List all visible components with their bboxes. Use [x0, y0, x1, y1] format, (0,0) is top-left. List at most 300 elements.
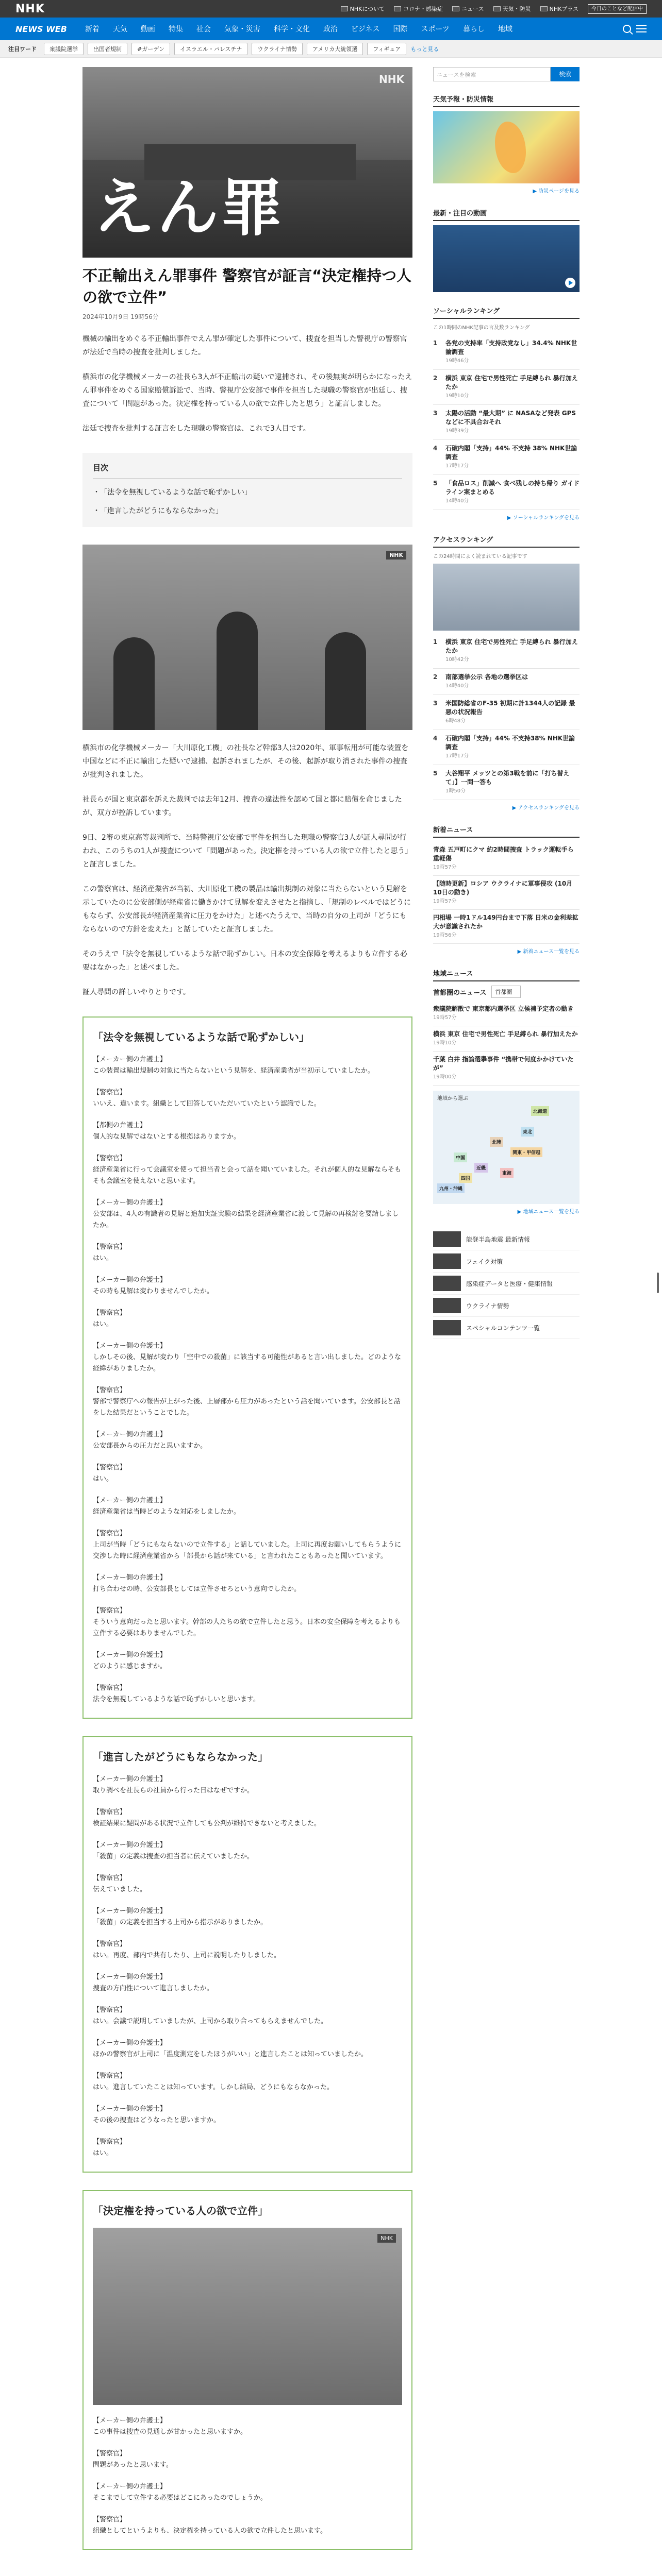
- speech-text: はい。: [93, 1255, 113, 1262]
- testimony-entry: [93, 2137, 402, 2159]
- nav-item-weather[interactable]: 天気: [112, 25, 127, 33]
- speaker-label: 【警察官】: [93, 1874, 127, 1882]
- rank-time: 19時46分: [445, 358, 469, 364]
- speaker-label: 【警察官】: [93, 1309, 127, 1317]
- speaker-label: 【警察官】: [93, 2450, 127, 2458]
- news-time: 19時57分: [433, 1015, 457, 1021]
- section-title: アクセスランキング: [433, 534, 580, 548]
- speaker-label: 【メーカー側の弁護士】: [93, 2417, 167, 2425]
- rank-headline: 太陽の活動 “最大期” に NASAなど発表 GPSなどに不具合おそれ: [445, 410, 576, 426]
- testimony-box-1: [82, 1016, 412, 1719]
- speaker-label: 【警察官】: [93, 1940, 127, 1948]
- speaker-label: 【警察官】: [93, 1607, 127, 1615]
- news-time: 19時56分: [433, 933, 457, 938]
- special-thumbnail: [433, 1298, 461, 1313]
- speech-text: 伝えていました。: [93, 1886, 147, 1893]
- ranking-item[interactable]: [433, 730, 580, 765]
- section-title: 新着ニュース: [433, 824, 580, 838]
- tag-item[interactable]: ウクライナ情勢: [252, 43, 303, 55]
- nav-item-region[interactable]: 地域: [498, 25, 512, 33]
- nhk-watermark: NHK: [386, 551, 406, 560]
- rank-time: 19時10分: [445, 393, 469, 399]
- speaker-label: 【メーカー側の弁護士】: [93, 1775, 167, 1783]
- top-link-corona[interactable]: コロナ・感染症: [394, 5, 443, 13]
- nhk-logo[interactable]: NHK: [15, 2, 45, 15]
- testimony-entry: [93, 1153, 402, 1187]
- search-button[interactable]: 検索: [551, 67, 580, 81]
- ranking-item[interactable]: [433, 440, 580, 475]
- news-web-brand[interactable]: NEWS WEB: [15, 24, 67, 34]
- news-title[interactable]: [433, 845, 580, 872]
- news-headline: 青森 五戸町にクマ 約2時間捜査 トラック運転手ら重軽傷: [433, 846, 574, 862]
- weather-section: [433, 94, 580, 194]
- rank-headline: 石破内閣「支持」44% 不支持38% NHK世論調査: [445, 735, 575, 751]
- speech-text: 個人的な見解ではないとする根拠はありますか。: [93, 1133, 241, 1141]
- region-kyushu[interactable]: 九州・沖縄: [437, 1183, 465, 1193]
- ranking-item[interactable]: [433, 405, 580, 440]
- testimony-entry: [93, 1087, 402, 1110]
- nav-right: [623, 25, 647, 33]
- region-shikoku[interactable]: 四国: [459, 1173, 472, 1183]
- ranking-item[interactable]: [433, 669, 580, 695]
- rank-title[interactable]: [445, 699, 580, 725]
- article-paragraph: この警察官は、経済産業省が当初、大川原化工機の製品は輸出規制の対象に当たらないという見解を示していたのに公安部側が経産省に働きかけて見解を変えさせたと指摘し、「規制のレベルではどうにもならず、公安部長が経済産業省に圧力をかけた」と述べたうえで、当時の自分の上司が「どうにもならないので方針を変えた」と話していたと証言しました。: [82, 885, 411, 934]
- speech-text: 打ち合わせの時、公安部長としては立件させろという意向でしたか。: [93, 1585, 301, 1593]
- rank-time: 6時48分: [445, 718, 466, 724]
- search-bar: [433, 67, 580, 81]
- speech-text: その後の捜査はどうなったと思いますか。: [93, 2116, 221, 2124]
- region-kinki[interactable]: 近畿: [474, 1163, 488, 1173]
- article-paragraph: 横浜市の化学機械メーカーの社長ら3人が不正輸出の疑いで逮捕され、その後無実が明らかになったえん罪事件をめぐる国家賠償訴訟で、当時、警視庁公安部で事件を担当した現職の警察官が出廷し、捜査について「問題があった。決定権を持っている人の欲で立件したと思う」と証言しました。: [82, 373, 412, 408]
- speech-text: 経済産業省は当時どのような対応をしましたか。: [93, 1508, 241, 1516]
- rank-number: 4: [433, 735, 438, 742]
- access-ranking: [433, 534, 580, 811]
- testimony-entry: [93, 1429, 402, 1452]
- ranking-item[interactable]: [433, 634, 580, 669]
- speaker-label: 【メーカー側の弁護士】: [93, 2039, 167, 2047]
- ranking-item[interactable]: [433, 475, 580, 510]
- speech-text: はい。会議で説明していましたが、上司から取り合ってもらえませんでした。: [93, 2018, 328, 2025]
- social-ranking: [433, 306, 580, 521]
- local-more-link[interactable]: ▶ 地域ニュース一覧を見る: [517, 1209, 580, 1215]
- rank-headline: 石破内閣「支持」44% 不支持 38% NHK世論調査: [445, 445, 577, 461]
- news-time: 19時00分: [433, 1074, 457, 1080]
- rank-time: 19時39分: [445, 428, 469, 434]
- special-link[interactable]: [433, 1228, 580, 1250]
- speech-text: 経済産業省に行って会議室を使って担当者と会って話を聞いていました。それが個人的な見解ならそもそも会議室を使えないと思います。: [93, 1166, 402, 1185]
- rank-time: 10時42分: [445, 657, 469, 663]
- rank-headline: 「食品ロス」削減へ 食べ残しの持ち帰り ガイドライン案まとめる: [445, 480, 580, 496]
- rank-title[interactable]: [445, 479, 580, 505]
- news-list-item[interactable]: [433, 1026, 580, 1052]
- news-list: [433, 842, 580, 944]
- speech-text: しかしその後、見解が変わり「空中での殺菌」に該当する可能性があると言い出しました。どのような経緯がありましたか。: [93, 1353, 402, 1372]
- testimony-entry: [93, 2415, 402, 2438]
- speech-text: 公安部長からの圧力だと思いますか。: [93, 1442, 207, 1450]
- speech-text: この事件は捜査の見通しが甘かったと思いますか。: [93, 2428, 247, 2436]
- speech-text: 法令を無視しているような話で恥ずかしいと思います。: [93, 1696, 260, 1703]
- rank-number: 5: [433, 770, 438, 777]
- nhk-icon: [341, 6, 348, 11]
- ranking-item[interactable]: [433, 765, 580, 800]
- speech-text: 問題があったと思います。: [93, 2461, 173, 2469]
- special-thumbnail: [433, 1320, 461, 1335]
- news-headline: 衆議院解散で 東京都内選挙区 立候補予定者の動き: [433, 1005, 574, 1012]
- speaker-label: 【メーカー側の弁護士】: [93, 1497, 167, 1504]
- testimony-entry: [93, 1528, 402, 1562]
- news-icon: [452, 6, 459, 11]
- testimony-entry: [93, 1605, 402, 1639]
- speaker-label: 【メーカー側の弁護士】: [93, 1056, 167, 1063]
- ranking-item[interactable]: [433, 370, 580, 405]
- speech-text: そういう意向だったと思います。幹部の人たちの欲で立件したと思う。日本の安全保障を考えるよりも立件する必要はありませんでした。: [93, 1618, 401, 1637]
- speech-text: 警部で警察庁への報告が上がった後、上層部から圧力があったという話を聞いています。公安部長と話をした結果だということでした。: [93, 1398, 401, 1417]
- ranking-item[interactable]: [433, 695, 580, 730]
- top-link-weather[interactable]: 天気・防災: [493, 5, 531, 13]
- section-title: ソーシャルランキング: [433, 306, 580, 319]
- speaker-label: 【メーカー側の弁護士】: [93, 2483, 167, 2490]
- person-silhouette: [217, 612, 258, 730]
- testimony-entry: [93, 1840, 402, 1862]
- ranking-list: [433, 634, 580, 800]
- testimony-entry: [93, 1197, 402, 1231]
- speaker-label: 【警察官】: [93, 1808, 127, 1816]
- weather-map[interactable]: [433, 111, 580, 183]
- testimony-heading: 「法令を無視しているような話で恥ずかしい」: [93, 1031, 309, 1043]
- top-bar: [0, 0, 662, 18]
- speaker-label: 【都側の弁護士】: [93, 1122, 147, 1129]
- nhk-watermark: NHK: [379, 73, 404, 86]
- rank-time: 14時40分: [445, 683, 469, 689]
- trending-label: 注目ワード: [8, 45, 37, 53]
- article-lead: 機械の輸出をめぐる不正輸出事件でえん罪が確定した事件について、捜査を担当した警視庁の警察官が法廷で当時の捜査を批判しました。: [82, 335, 407, 357]
- special-contents: [433, 1228, 580, 1339]
- news-list-item[interactable]: [433, 1001, 580, 1026]
- nav-item-life[interactable]: 暮らし: [462, 25, 485, 33]
- testimony-entry: [93, 2448, 402, 2471]
- rank-title[interactable]: [445, 638, 580, 664]
- top-link-news[interactable]: ニュース: [452, 5, 484, 13]
- testimony-entry: [93, 1774, 402, 1797]
- rank-number: 3: [433, 410, 438, 417]
- menu-icon[interactable]: [636, 25, 647, 32]
- nav-item-video[interactable]: 動画: [140, 25, 155, 33]
- special-label: ウクライナ情勢: [466, 1302, 509, 1310]
- news-list-item[interactable]: [433, 910, 580, 944]
- special-thumbnail: [433, 1231, 461, 1247]
- testimony-entry: [93, 2005, 402, 2027]
- news-time: 19時57分: [433, 899, 457, 904]
- news-headline: 円相場 一時1ドル149円台まで下落 日米の金利差拡大が意識されたか: [433, 914, 578, 930]
- rank-headline: 横浜 東京 住宅で男性死亡 手足縛られ 暴行加えたか: [445, 638, 578, 654]
- sidebar: [433, 67, 580, 1352]
- video-thumbnail[interactable]: [433, 225, 580, 292]
- testimony-entry: [93, 1385, 402, 1419]
- rank-number: 2: [433, 375, 438, 382]
- speaker-label: 【警察官】: [93, 2072, 127, 2080]
- testimony-entry: [93, 2514, 402, 2537]
- testimony-entry: [93, 2071, 402, 2093]
- speaker-label: 【警察官】: [93, 2138, 127, 2146]
- rank-title[interactable]: [445, 409, 580, 435]
- testimony-entry: [93, 2038, 402, 2060]
- trending-tags: [0, 40, 662, 58]
- special-link[interactable]: [433, 1250, 580, 1273]
- nav-item-business[interactable]: ビジネス: [351, 25, 380, 33]
- search-icon[interactable]: [623, 25, 631, 33]
- testimony-heading: 「決定権を持っている人の欲で立件」: [93, 2205, 268, 2217]
- nav-item-sports[interactable]: スポーツ: [421, 25, 450, 33]
- top-link-plus[interactable]: NHKプラス: [540, 5, 578, 13]
- testimony-entry: [93, 1906, 402, 1928]
- speaker-label: 【警察官】: [93, 1530, 127, 1537]
- testimony-entry: [93, 1495, 402, 1518]
- speech-text: はい。: [93, 2149, 113, 2157]
- rank-number: 3: [433, 700, 438, 707]
- testimony-entry: [93, 1275, 402, 1297]
- toc-link[interactable]: ・ 「進言したがどうにもならなかった」: [93, 505, 402, 516]
- news-headline: 【随時更新】ロシア ウクライナに軍事侵攻 (10月10日の動き): [433, 880, 573, 896]
- testimony-entry: [93, 1120, 402, 1143]
- play-icon[interactable]: [565, 278, 575, 288]
- rank-headline: 南部選挙公示 各地の選挙区は: [445, 673, 528, 681]
- article-paragraph: 社長らが国と東京都を訴えた裁判では去年12月、捜査の違法性を認めて国と都に賠償を命じましたが、双方が控訴しています。: [82, 795, 402, 817]
- speaker-label: 【警察官】: [93, 1155, 127, 1162]
- article-paragraph: 横浜市の化学機械メーカー「大川原化工機」の社長など幹部3人は2020年、軍事転用が可能な装置を中国などに不正に輸出した疑いで逮捕、起訴されましたが、その後、起訴が取り消された事件の捜査が批判されました。: [82, 744, 409, 779]
- testimony-entry: [93, 1341, 402, 1375]
- rank-number: 1: [433, 638, 438, 646]
- rank-title[interactable]: [445, 673, 528, 690]
- speaker-label: 【警察官】: [93, 1089, 127, 1096]
- article-paragraph: そのうえで「法令を無視しているような話で恥ずかしい。日本の安全保障を考えるよりも立件する必要はなかった」と述べました。: [82, 950, 407, 972]
- news-list-item[interactable]: [433, 842, 580, 876]
- news-headline: 千葉 白井 指論選擧事件 “携帯で何度かかけていたが”: [433, 1056, 574, 1072]
- person-silhouette: [113, 637, 155, 730]
- news-more-link[interactable]: ▶ 新着ニュース一覧を見る: [517, 949, 580, 955]
- special-label: スペシャルコンテンツ一覧: [466, 1324, 540, 1332]
- speaker-label: 【メーカー側の弁護士】: [93, 1907, 167, 1915]
- speech-text: 検証結果に疑問がある状況で立件しても公判が維持できないと考えました。: [93, 1820, 321, 1827]
- social-more-link[interactable]: ▶ ソーシャルランキングを見る: [507, 515, 580, 521]
- region-kanto[interactable]: 関東・甲信越: [510, 1147, 542, 1157]
- region-map-label: 地域から選ぶ: [437, 1096, 468, 1101]
- region-map: [433, 1091, 580, 1204]
- speech-text: その時も見解は変わりませんでしたか。: [93, 1287, 214, 1295]
- testimony-entry: [93, 1807, 402, 1829]
- plus-icon: [540, 6, 548, 11]
- nav-item-politics[interactable]: 政治: [323, 25, 338, 33]
- speaker-label: 【メーカー側の弁護士】: [93, 1574, 167, 1582]
- rank-time: 17時17分: [445, 753, 469, 759]
- section-title: 地域ニュース: [433, 968, 580, 981]
- speech-text: そこまでして立件する必要はどこにあったのでしょうか。: [93, 2494, 267, 2502]
- speaker-label: 【警察官】: [93, 1386, 127, 1394]
- special-label: 能登半島地震 最新情報: [466, 1235, 530, 1243]
- local-tab[interactable]: 首都圏のニュース: [433, 989, 487, 997]
- section-title: 天気予報・防災情報: [433, 94, 580, 107]
- section-subtitle: この1時間のNHK記事の言及数ランキング: [433, 325, 530, 331]
- japan-map-shape: [495, 122, 526, 173]
- speaker-label: 【警察官】: [93, 2516, 127, 2523]
- witness-photo: [82, 545, 412, 730]
- article-paragraph: 証人尋問の詳しいやりとりです。: [82, 988, 190, 996]
- main-nav: [0, 18, 662, 40]
- special-link[interactable]: [433, 1317, 580, 1339]
- news-time: 19時57分: [433, 865, 457, 870]
- virus-icon: [394, 6, 401, 11]
- testimony-entry: [93, 2104, 402, 2126]
- speaker-label: 【メーカー側の弁護士】: [93, 1651, 167, 1659]
- speech-text: 取り調べを社長らの社員から行った日はなぜですか。: [93, 1787, 254, 1794]
- search-input[interactable]: ニュースを検索: [433, 67, 551, 81]
- special-link[interactable]: [433, 1273, 580, 1295]
- speech-text: 上司が当時「どうにもならないので立件する」と話していました。上司に再度お願いしてもらうように交渉した時に経済産業省から「部長から話が来ている」と言われたこともあったと聞いています。: [93, 1541, 402, 1560]
- nav-item-disaster[interactable]: 気象・災害: [224, 25, 260, 33]
- local-tabs: [433, 986, 580, 998]
- news-headline: 横浜 東京 住宅で男性死亡 手足縛られ 暴行加えたか: [433, 1030, 578, 1038]
- special-label: フェイク対策: [466, 1258, 503, 1265]
- ranking-item[interactable]: [433, 335, 580, 370]
- scrollbar-thumb[interactable]: [657, 1273, 659, 1293]
- testimony-box-3: [82, 2190, 412, 2550]
- nhk-watermark: NHK: [377, 2234, 396, 2243]
- speaker-label: 【メーカー側の弁護士】: [93, 1199, 167, 1207]
- speaker-label: 【警察官】: [93, 1243, 127, 1251]
- testimony-entry: [93, 1683, 402, 1705]
- rank-number: 2: [433, 673, 438, 681]
- local-news: [433, 968, 580, 1215]
- region-tokai[interactable]: 東海: [500, 1168, 514, 1178]
- nav-item-feature[interactable]: 特集: [168, 25, 183, 33]
- rank-title[interactable]: [445, 444, 580, 470]
- ranking-thumbnail[interactable]: [433, 564, 580, 631]
- speech-text: 「殺菌」の定義は捜査の担当者に伝えていましたか。: [93, 1853, 254, 1860]
- nav-item-science[interactable]: 科学・文化: [273, 25, 310, 33]
- new-news: [433, 824, 580, 955]
- rank-title[interactable]: [445, 339, 580, 365]
- special-thumbnail: [433, 1253, 461, 1269]
- news-title[interactable]: [433, 1030, 578, 1047]
- speech-text: はい。: [93, 1475, 113, 1483]
- testimony-entry: [93, 1054, 402, 1077]
- article-date: 2024年10月9日 19時56分: [82, 313, 159, 320]
- news-list-item[interactable]: [433, 876, 580, 910]
- testimony-entry: [93, 1939, 402, 1961]
- news-title[interactable]: [433, 879, 580, 906]
- special-thumbnail: [433, 1276, 461, 1291]
- tag-item[interactable]: アメリカ大統領選: [307, 43, 363, 55]
- rank-headline: 横浜 東京 住宅で男性死亡 手足縛られ 暴行加えたか: [445, 375, 578, 391]
- rank-time: 1時50分: [445, 788, 466, 794]
- testimony-entry: [93, 1873, 402, 1895]
- speech-text: いいえ、違います。組織として回答していただいていたという認識でした。: [93, 1100, 321, 1108]
- tags-more-link[interactable]: もっと見る: [410, 45, 439, 53]
- tag-item[interactable]: 出国者規制: [88, 43, 127, 55]
- article-title: 不正輸出えん罪事件 警察官が証言“決定権持つ人の欲で立件”: [82, 267, 412, 306]
- testimony-entry: [93, 1572, 402, 1595]
- speech-text: この装置は輸出規制の対象に当たらないという見解を、経済産業省が当初示していましたか。: [93, 1067, 375, 1075]
- article-paragraph: 9日、2審の東京高等裁判所で、当時警視庁公安部で事件を担当した現職の警察官3人が証人尋問が行われ、このうちの1人が捜査について「問題があった。決定権を持っている人の欲で立件したと思う」と証言しました。: [82, 834, 412, 869]
- speaker-label: 【メーカー側の弁護士】: [93, 1973, 167, 1981]
- speech-text: どのように感じますか。: [93, 1663, 167, 1670]
- special-label: 感染症データと医療・健康情報: [466, 1280, 553, 1287]
- rank-title[interactable]: [445, 734, 580, 760]
- nav-item-society[interactable]: 社会: [196, 25, 211, 33]
- region-select[interactable]: 首都圏: [491, 986, 521, 998]
- testimony-entry: [93, 1242, 402, 1264]
- nav-item-international[interactable]: 国際: [393, 25, 408, 33]
- speech-text: 公安部は、4人の有識者の見解と追加実証実験の結果を経済産業省に渡して見解の再検討を要請しましたか。: [93, 1210, 399, 1229]
- testimony-entry: [93, 1308, 402, 1330]
- speaker-label: 【メーカー側の弁護士】: [93, 2105, 167, 2113]
- testimony-entry: [93, 2481, 402, 2504]
- news-title[interactable]: [433, 913, 580, 940]
- rank-time: 17時17分: [445, 463, 469, 469]
- nav-item-new[interactable]: 新着: [85, 25, 100, 33]
- speech-text: 「殺菌」の定義を担当する上司から指示がありましたか。: [93, 1919, 268, 1926]
- rank-headline: 米国防総省のF-35 初期に計1344人の記録 最悪の状況報告: [445, 700, 575, 716]
- table-of-contents: [82, 453, 412, 527]
- speaker-label: 【メーカー側の弁護士】: [93, 1342, 167, 1350]
- speech-text: はい。再度、部内で共有したり、上司に説明したりしました。: [93, 1952, 281, 1959]
- region-chugoku[interactable]: 中国: [454, 1153, 467, 1162]
- region-hokkaido[interactable]: 北海道: [531, 1106, 549, 1116]
- rank-number: 4: [433, 445, 438, 452]
- speech-text: 組織としてというよりも、決定権を持っている人の欲で立件したと思います。: [93, 2527, 327, 2535]
- toc-link[interactable]: ・ 「法令を無視しているような話で恥ずかしい」: [93, 487, 402, 497]
- speech-text: ほかの警察官が上司に「温度測定をしたほうがいい」と進言したことは知っていましたか。: [93, 2050, 368, 2058]
- tag-item[interactable]: 衆議院選挙: [44, 43, 84, 55]
- testimony-entry: [93, 1462, 402, 1485]
- rank-title[interactable]: [445, 374, 580, 400]
- speech-text: はい。進言していたことは知っています。しかし結局、どうにもならなかった。: [93, 2083, 334, 2091]
- region-tohoku[interactable]: 東北: [521, 1127, 534, 1137]
- tag-item[interactable]: イスラエル・パレスチナ: [174, 43, 247, 55]
- article-paragraph: 法廷で捜査を批判する証言をした現職の警察官は、これで3人目です。: [82, 425, 310, 433]
- speech-text: はい。: [93, 1320, 113, 1328]
- news-time: 19時10分: [433, 1040, 457, 1046]
- article: [82, 67, 412, 2550]
- top-link-about[interactable]: NHKについて: [341, 5, 385, 13]
- rank-number: 1: [433, 340, 438, 347]
- speaker-label: 【警察官】: [93, 1684, 127, 1692]
- ranking-list: [433, 335, 580, 510]
- weather-more-link[interactable]: ▶ 防災ページを見る: [533, 189, 580, 194]
- testimony-entry: [93, 1972, 402, 1994]
- speaker-label: 【警察官】: [93, 1464, 127, 1471]
- news-title[interactable]: [433, 1055, 580, 1081]
- speaker-label: 【メーカー側の弁護士】: [93, 1841, 167, 1849]
- news-list: [433, 1001, 580, 1086]
- testimony-box-2: [82, 1736, 412, 2173]
- access-more-link[interactable]: ▶ アクセスランキングを見る: [512, 805, 580, 811]
- testimony-heading: 「進言したがどうにもならなかった」: [93, 1751, 268, 1763]
- rank-number: 5: [433, 480, 438, 487]
- tag-item[interactable]: フィギュア: [367, 43, 406, 55]
- region-hokuriku[interactable]: 北陸: [490, 1137, 503, 1147]
- speaker-label: 【メーカー側の弁護士】: [93, 1276, 167, 1284]
- testimony-entry: [93, 1650, 402, 1672]
- tag-item[interactable]: #ガーデン: [131, 43, 170, 55]
- rank-title[interactable]: [445, 769, 580, 795]
- special-link[interactable]: [433, 1295, 580, 1317]
- live-button[interactable]: 今日のことなど配信中: [588, 4, 647, 14]
- section-subtitle: この24時間によく読まれている記事です: [433, 554, 527, 560]
- news-title[interactable]: [433, 1005, 573, 1022]
- news-list-item[interactable]: [433, 1052, 580, 1086]
- rank-headline: 大谷翔平 メッツとの第3戦を前に「打ち替えて」】一問一答も: [445, 770, 570, 786]
- section-title: 最新・注目の動画: [433, 208, 580, 221]
